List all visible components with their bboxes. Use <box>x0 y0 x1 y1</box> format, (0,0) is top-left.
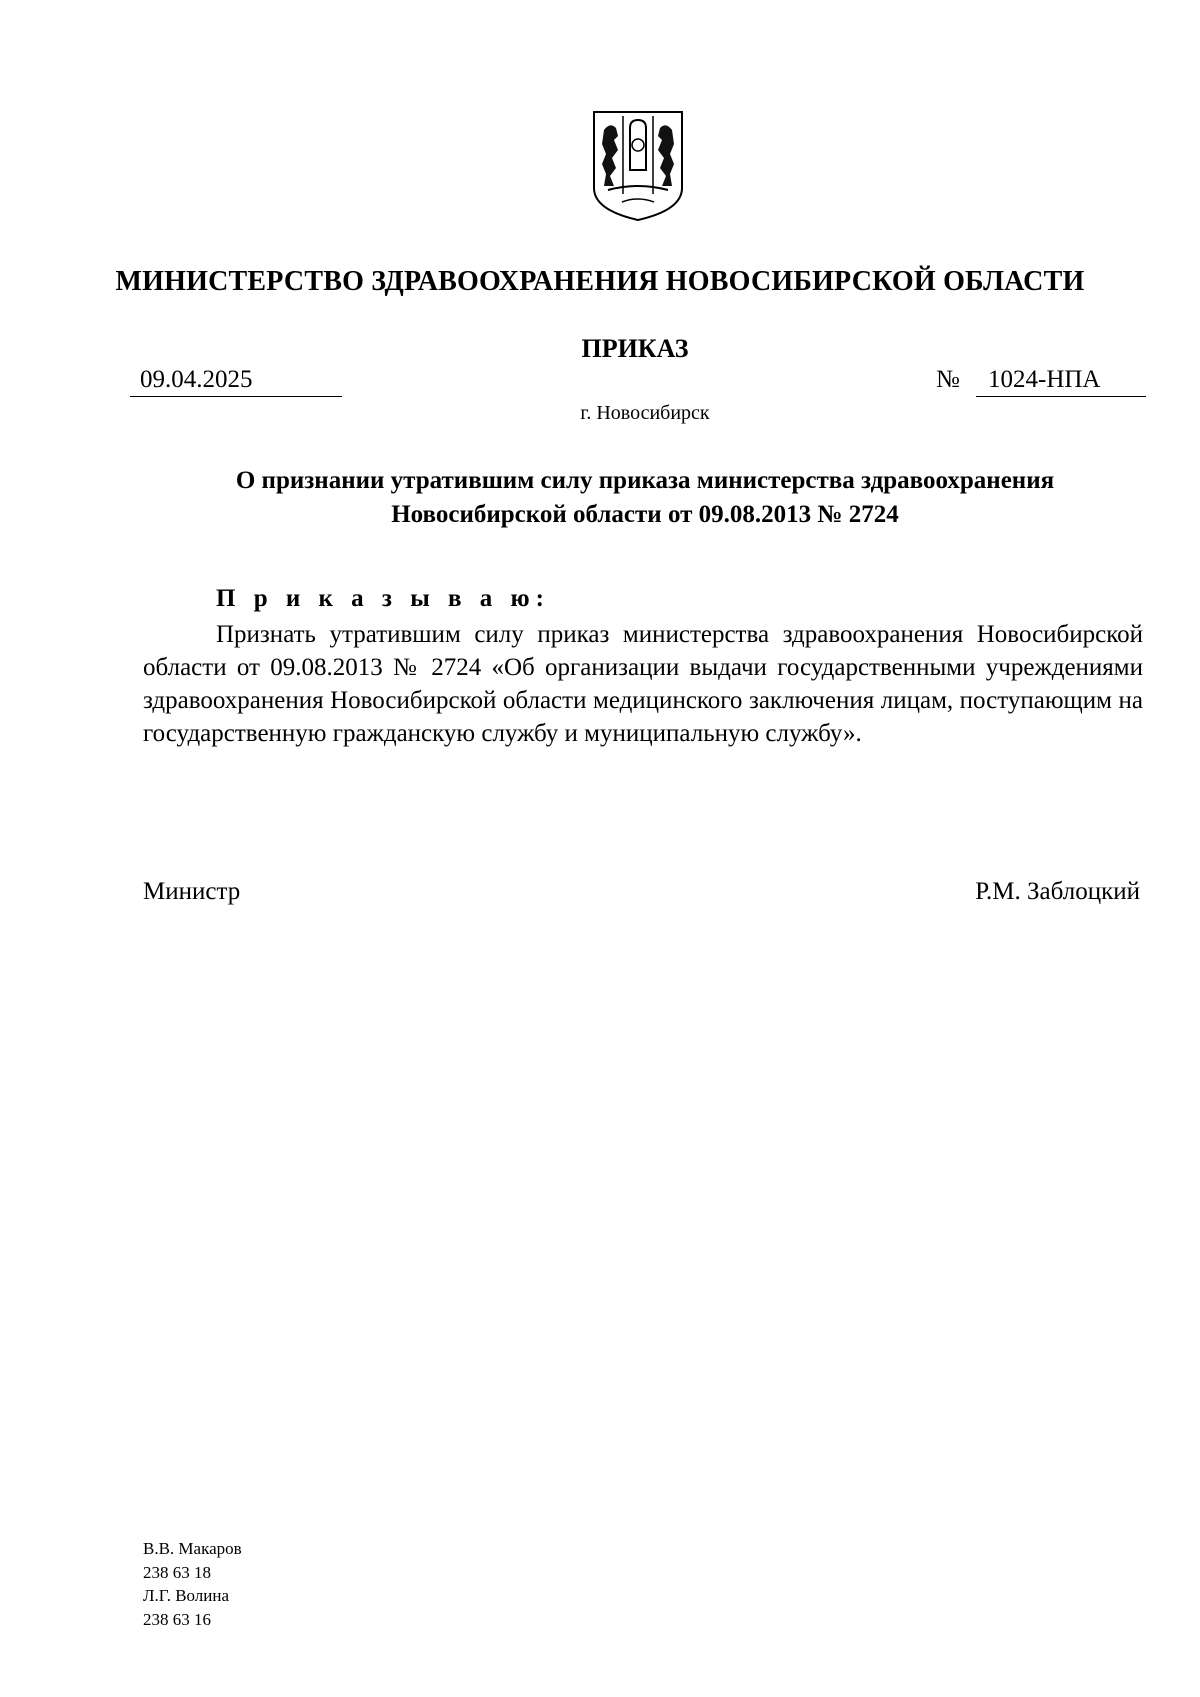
order-number: 1024-НПА <box>976 366 1146 397</box>
contact-name: Л.Г. Волина <box>143 1586 230 1605</box>
city: г. Новосибирск <box>580 402 710 424</box>
order-text: Признать утратившим силу приказ министерства здравоохранения Новосибирской области от 09.08.2013 № 2724 «Об организации выдачи государственными учреждениями здравоохранения Новосибирской области медицинского заключения лицам, поступающим на государственную гражданскую службу и муниципальную службу». <box>143 621 1143 747</box>
signatory-name: Р.М. Заблоцкий <box>975 878 1140 905</box>
decree-heading: П р и к а з ы в а ю: <box>216 585 550 612</box>
coat-of-arms-icon <box>592 110 684 222</box>
subject-line: О признании утратившим силу приказа министерства здравоохранения <box>235 467 1055 494</box>
signatory-title: Министр <box>143 878 241 905</box>
order-subject <box>140 464 1150 532</box>
contact-phone: 238 63 16 <box>143 1609 211 1629</box>
document-type: ПРИКАЗ <box>581 334 689 363</box>
order-number-label: № <box>936 366 960 393</box>
contact-name: В.В. Макаров <box>143 1539 242 1558</box>
ministry-name: МИНИСТЕРСТВО ЗДРАВООХРАНЕНИЯ НОВОСИБИРСКОЙ ОБЛАСТИ <box>115 266 1085 297</box>
subject-line: Новосибирской области от 09.08.2013 № 2724 <box>391 501 899 528</box>
contact-phone: 238 63 18 <box>143 1562 211 1582</box>
executor-contacts <box>143 1537 242 1631</box>
order-date: 09.04.2025 <box>130 366 342 397</box>
